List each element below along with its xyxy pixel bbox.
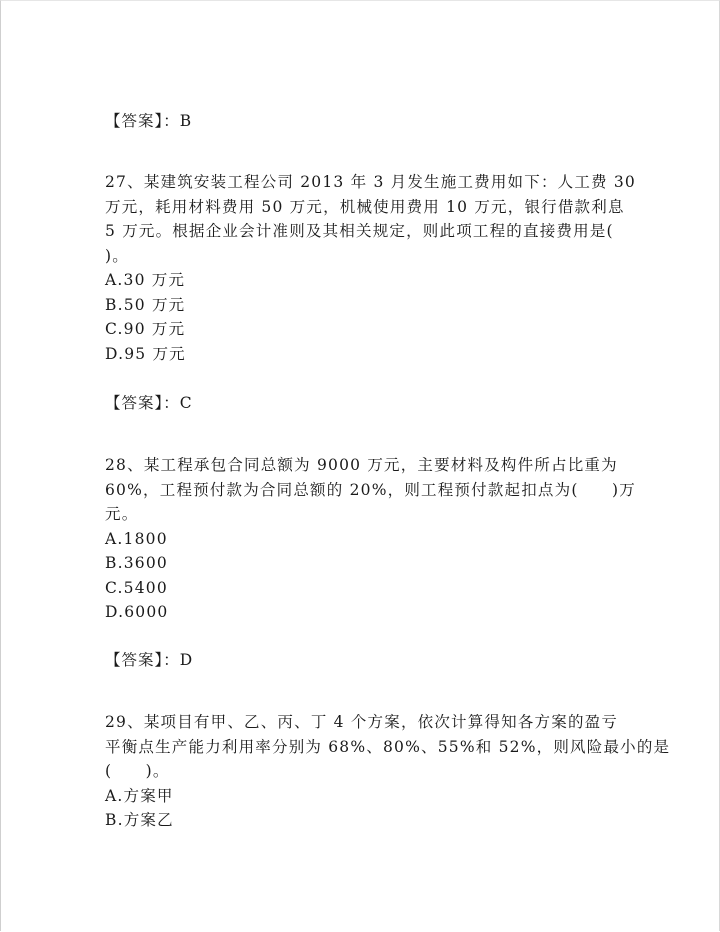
question-text-line: 万元，耗用材料费用 50 万元，机械使用费用 10 万元，银行借款利息 xyxy=(105,197,625,216)
option-a: A.方案甲 xyxy=(105,786,174,805)
option-c: C.5400 xyxy=(105,578,168,597)
option-b: B.方案乙 xyxy=(105,811,174,829)
option-d: D.6000 xyxy=(105,603,169,621)
answer-label: 【答案】：B xyxy=(105,112,193,130)
question-29 xyxy=(105,710,671,833)
question-text-line: 27、某建筑安装工程公司 2013 年 3 月发生施工费用如下：人工费 30 xyxy=(105,173,636,191)
option-d: D.95 万元 xyxy=(105,344,186,363)
question-text-line: 5 万元。根据企业会计准则及其相关规定，则此项工程的直接费用是( xyxy=(105,222,614,240)
question-28 xyxy=(105,453,636,625)
question-27 xyxy=(105,170,636,366)
option-b: B.50 万元 xyxy=(105,295,186,314)
question-text-line: 元。 xyxy=(105,505,139,523)
option-c: C.90 万元 xyxy=(105,320,186,338)
question-text-line: 平衡点生产能力利用率分别为 68%、80%、55%和 52%，则风险最小的是 xyxy=(105,737,671,756)
question-text-line: 60%，工程预付款为合同总额的 20%，则工程预付款起扣点为( )万 xyxy=(105,480,636,499)
question-text-line: 29、某项目有甲、乙、丙、丁 4 个方案，依次计算得知各方案的盈亏 xyxy=(105,713,619,731)
option-a: A.1800 xyxy=(105,529,168,548)
question-text-line: 28、某工程承包合同总额为 9000 万元，主要材料及构件所占比重为 xyxy=(105,456,618,474)
answer-label: 【答案】：D xyxy=(105,651,194,669)
question-text-line: ( )。 xyxy=(105,762,170,780)
answer-label: 【答案】：C xyxy=(105,394,193,412)
option-a: A.30 万元 xyxy=(105,271,186,289)
question-text-line: )。 xyxy=(105,246,129,265)
option-b: B.3600 xyxy=(105,554,168,572)
